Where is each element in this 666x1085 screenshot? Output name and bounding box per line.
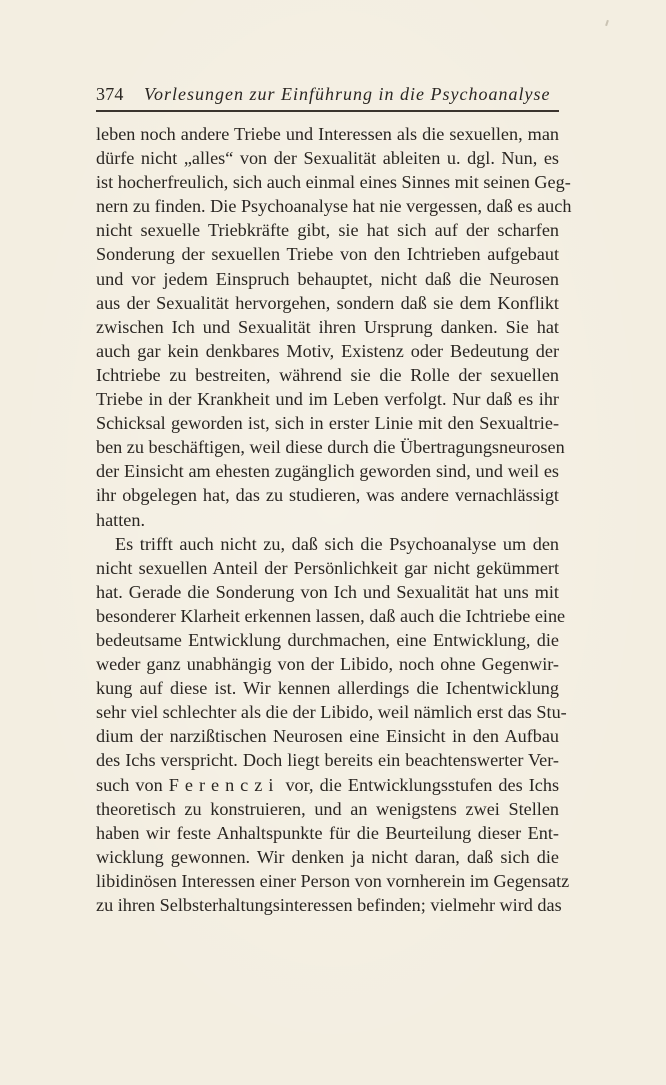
text-line: nicht sexuelle Triebkräfte gibt, sie hat sich auf der scharfen — [96, 220, 559, 241]
text-line: besonderer Klarheit erkennen lassen, daß auch die Ichtriebe eine — [96, 605, 566, 626]
text-line: bedeutsame Entwicklung durchmachen, eine Entwicklung, die — [96, 629, 559, 650]
text-line: hat. Gerade die Sonderung von Ich und Sexualität hat uns mit — [96, 581, 559, 602]
text-line: kung auf diese ist. Wir kennen allerdings die Ichentwicklung — [96, 678, 559, 699]
line-segment: such von — [96, 774, 163, 795]
text-line: wicklung gewonnen. Wir denken ja nicht daran, daß sich die — [96, 846, 559, 867]
text-line: und vor jedem Einspruch behauptet, nicht daß die Neurosen — [96, 268, 559, 289]
line-segment: vor, die Entwicklungsstufen des Ichs — [285, 774, 560, 795]
text-line: aus der Sexualität hervorgehen, sondern daß sie dem Konflikt — [96, 292, 559, 313]
header-rule — [96, 110, 559, 112]
running-title: Vorlesungen zur Einführung in die Psychoanalyse — [144, 84, 551, 104]
text-line: Ichtriebe zu bestreiten, während sie die Rolle der sexuellen — [96, 364, 559, 385]
text-line: haben wir feste Anhaltspunkte für die Beurteilung dieser Ent- — [96, 822, 559, 843]
paragraph-first-line: Es trifft auch nicht zu, daß sich die Psychoanalyse um den — [115, 533, 559, 554]
body-text — [96, 122, 572, 917]
text-line: ihr obgelegen hat, das zu studieren, was andere vernachlässigt — [96, 485, 559, 506]
text-line: libidinösen Interessen einer Person von vornherein im Gegensatz — [96, 870, 570, 891]
text-line: Sonderung der sexuellen Triebe von den Ichtrieben aufgebaut — [96, 244, 559, 265]
text-line: der Einsicht am ehesten zugänglich geworden sind, und weil es — [96, 461, 559, 482]
page-number: 374 — [96, 84, 124, 104]
text-line: Schicksal geworden ist, sich in erster Linie mit den Sexualtrie- — [96, 413, 559, 434]
text-line: dium der narzißtischen Neurosen eine Einsicht in den Aufbau — [96, 726, 559, 747]
text-line: leben noch andere Triebe und Interessen als die sexuellen, man — [96, 124, 559, 144]
text-line: des Ichs verspricht. Doch liegt bereits ein beachtenswerter Ver- — [96, 750, 559, 771]
text-line-with-spaced-name — [96, 773, 559, 797]
text-line: zu ihren Selbsterhaltungsinteressen befinden; vielmehr wird das — [96, 895, 562, 915]
text-line: sehr viel schlechter als die der Libido, weil nämlich erst das Stu- — [96, 702, 567, 723]
text-line: weder ganz unabhängig von der Libido, noch ohne Gegenwir- — [96, 654, 559, 675]
text-line: Triebe in der Krankheit und im Leben verfolgt. Nur daß es ihr — [96, 389, 559, 410]
text-line: nern zu finden. Die Psychoanalyse hat nie vergessen, daß es auch — [96, 196, 572, 217]
paper-speck — [605, 20, 609, 26]
text-line: nicht sexuellen Anteil der Persönlichkeit gar nicht gekümmert — [96, 557, 559, 578]
paragraph-last-line: hatten. — [96, 509, 145, 530]
text-line: ben zu beschäftigen, weil diese durch die Übertragungsneurosen — [96, 437, 565, 458]
spaced-name: Ferenczi — [168, 774, 280, 795]
text-line: dürfe nicht „alles“ von der Sexualität ableiten u. dgl. Nun, es — [96, 148, 559, 169]
text-line: theoretisch zu konstruieren, und an wenigstens zwei Stellen — [96, 798, 559, 819]
running-head — [96, 74, 562, 104]
text-line: auch gar kein denkbares Motiv, Existenz oder Bedeutung der — [96, 340, 559, 361]
text-line: ist hocherfreulich, sich auch einmal eines Sinnes mit seinen Geg- — [96, 172, 571, 193]
text-line: zwischen Ich und Sexualität ihren Ursprung danken. Sie hat — [96, 316, 559, 337]
